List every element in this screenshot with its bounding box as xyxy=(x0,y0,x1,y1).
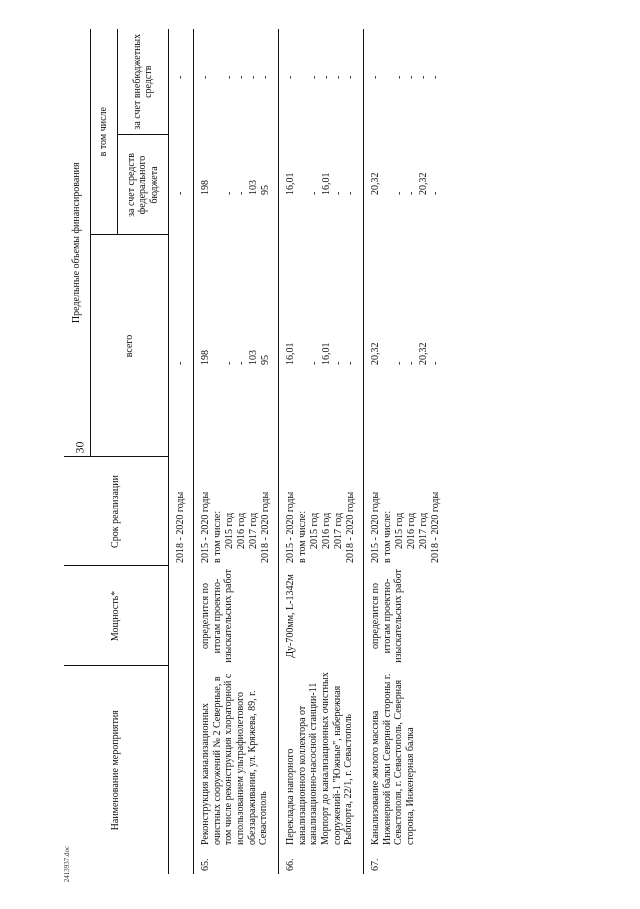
entry-term-line: 2017 год xyxy=(248,512,259,549)
table-row xyxy=(364,29,449,874)
entry-extra-line: - xyxy=(224,75,235,79)
entry-term-line: 2018 - 2020 годы xyxy=(175,491,186,563)
entry-number-text: 66. xyxy=(285,858,296,871)
entry-federal-line xyxy=(297,138,309,195)
entry-term-line: 2015 - 2020 годы xyxy=(370,491,381,563)
entry-federal-line: - xyxy=(224,191,235,195)
entry-federal-line xyxy=(212,138,224,195)
table-body xyxy=(169,29,449,874)
entry-term-line: 2015 - 2020 годы xyxy=(200,491,211,563)
entry-federal xyxy=(364,135,449,235)
entry-term-line: 2017 год xyxy=(333,512,344,549)
entry-federal-line: - xyxy=(430,191,441,195)
entry-federal-line: - xyxy=(345,191,356,195)
entry-federal-line: 198 xyxy=(200,179,211,195)
entry-extra-line xyxy=(382,32,394,79)
entry-extra-line: - xyxy=(333,75,344,79)
entry-name-text: Перекладка напорного канализационного коллектора от канализационно-насосной станции-11 Морпорт до канализационных очистных сооружений-1 "Южные", набережная Рыбпорта, 22/1, г. Севастополь xyxy=(285,672,355,845)
entry-federal-line: 20,32 xyxy=(370,172,381,195)
entry-total-line: - xyxy=(309,361,320,365)
entry-extra xyxy=(169,29,194,135)
entry-term xyxy=(194,457,279,566)
entry-number xyxy=(279,848,364,874)
entry-federal-line: 20,32 xyxy=(418,172,429,195)
entry-extra-line: - xyxy=(406,75,417,79)
entry-extra-line: - xyxy=(248,75,259,79)
header-including: в том числе xyxy=(91,29,118,235)
entry-extra-line: - xyxy=(418,75,429,79)
entry-total xyxy=(169,235,194,457)
entry-federal-line: 16,01 xyxy=(285,172,296,195)
rotated-page-content xyxy=(64,29,609,874)
entry-extra xyxy=(364,29,449,135)
footer-code: 2413937.doc xyxy=(63,845,71,883)
entry-number-text: 65. xyxy=(200,858,211,871)
entry-name xyxy=(279,666,364,848)
entry-capacity-text: Ду-700мм, L-1342м xyxy=(285,574,296,658)
entry-term-line: 2018 - 2020 годы xyxy=(260,491,271,563)
entry-total-line: 20,32 xyxy=(370,342,381,365)
header-funding: Предельные объемы финансирования xyxy=(64,29,91,457)
entry-name xyxy=(364,666,449,848)
entry-number xyxy=(169,848,194,874)
entry-term-line: в том числе: xyxy=(212,510,223,563)
entry-total-line xyxy=(382,238,394,365)
entry-total-line: - xyxy=(236,361,247,365)
entry-extra-line: - xyxy=(394,75,405,79)
entry-term-line: 2016 год xyxy=(236,512,247,549)
entry-federal-line: 95 xyxy=(260,184,271,195)
entry-capacity-text: определится по итогам проектно-изыскательских работ xyxy=(200,569,235,663)
entry-extra-line: - xyxy=(200,75,211,79)
entry-name-text: Канализование жилого массива Инженерной балки Северной стороны г. Севастополя, г. Севастополь, Северная сторона, Инженерная балка xyxy=(370,673,417,845)
entry-extra-line: - xyxy=(321,75,332,79)
entry-extra-line xyxy=(297,32,309,79)
entry-name xyxy=(194,666,279,848)
entry-capacity xyxy=(364,566,449,666)
entry-extra-line: - xyxy=(370,75,381,79)
entry-federal xyxy=(194,135,279,235)
entry-federal-line: - xyxy=(333,191,344,195)
entry-extra-line: - xyxy=(260,75,271,79)
entry-federal-line: - xyxy=(394,191,405,195)
entry-total-line: - xyxy=(345,361,356,365)
entry-extra xyxy=(194,29,279,135)
entry-term-line: 2015 год xyxy=(309,512,320,549)
entry-capacity xyxy=(169,566,194,666)
header-federal: за счет средств федерального бюджета xyxy=(118,135,169,235)
entry-total-line: - xyxy=(224,361,235,365)
header-extra: за счет внебюджетных средств xyxy=(118,29,169,135)
entry-extra-line: - xyxy=(309,75,320,79)
funding-table xyxy=(64,29,448,874)
entry-federal xyxy=(169,135,194,235)
entry-extra-line: - xyxy=(175,75,186,79)
entry-number xyxy=(194,848,279,874)
entry-total-line: 20,32 xyxy=(418,342,429,365)
entry-total-line: 198 xyxy=(200,349,211,365)
entry-term-line: 2018 - 2020 годы xyxy=(345,491,356,563)
entry-total-line: 95 xyxy=(260,354,271,365)
entry-federal-line: 103 xyxy=(248,179,259,195)
entry-number-text: 67. xyxy=(370,858,381,871)
entry-extra xyxy=(279,29,364,135)
entry-term-line: 2016 год xyxy=(321,512,332,549)
entry-total-line: 16,01 xyxy=(285,342,296,365)
entry-total xyxy=(194,235,279,457)
entry-federal-line: - xyxy=(175,191,186,195)
entry-capacity xyxy=(194,566,279,666)
entry-number xyxy=(364,848,449,874)
entry-extra-line: - xyxy=(236,75,247,79)
entry-total-line: - xyxy=(406,361,417,365)
entry-federal-line: - xyxy=(309,191,320,195)
entry-term-line: 2017 год xyxy=(418,512,429,549)
table-row xyxy=(279,29,364,874)
entry-total-line xyxy=(212,238,224,365)
header-total: всего xyxy=(91,235,169,457)
entry-name-text: Реконструкция канализационных очистных сооружений № 2 Северные, в том числе реконструкция хлораторной с использованием ультрафиолетового обеззараживания, ул. Кряжева, 89, г. Севастополь xyxy=(200,673,270,845)
entry-term-line: в том числе: xyxy=(297,510,308,563)
entry-federal xyxy=(279,135,364,235)
entry-term xyxy=(169,457,194,566)
entry-extra-line xyxy=(212,32,224,79)
entry-total-line: - xyxy=(333,361,344,365)
header-name: Наименование мероприятия xyxy=(64,666,169,874)
entry-federal-line: - xyxy=(236,191,247,195)
header-term: Срок реализации xyxy=(64,457,169,566)
entry-total-line xyxy=(297,238,309,365)
entry-total-line: - xyxy=(175,361,186,365)
entry-term-line: в том числе: xyxy=(382,510,393,563)
entry-total-line: 103 xyxy=(248,349,259,365)
entry-term xyxy=(364,457,449,566)
page-number: 30 xyxy=(72,441,87,454)
entry-term xyxy=(279,457,364,566)
entry-federal-line: 16,01 xyxy=(321,172,332,195)
entry-total-line: - xyxy=(394,361,405,365)
entry-name xyxy=(169,666,194,848)
entry-federal-line: - xyxy=(406,191,417,195)
entry-extra-line: - xyxy=(345,75,356,79)
entry-term-line: 2018 - 2020 годы xyxy=(430,491,441,563)
entry-extra-line: - xyxy=(285,75,296,79)
entry-term-line: 2016 год xyxy=(406,512,417,549)
table-row xyxy=(169,29,194,874)
entry-federal-line xyxy=(382,138,394,195)
entry-term-line: 2015 - 2020 годы xyxy=(285,491,296,563)
entry-total xyxy=(364,235,449,457)
table-row xyxy=(194,29,279,874)
entry-term-line: 2015 год xyxy=(394,512,405,549)
entry-total-line: - xyxy=(430,361,441,365)
entry-total-line: 16,01 xyxy=(321,342,332,365)
entry-term-line: 2015 год xyxy=(224,512,235,549)
entry-extra-line: - xyxy=(430,75,441,79)
header-capacity: Мощность* xyxy=(64,566,169,666)
entry-capacity xyxy=(279,566,364,666)
entry-total xyxy=(279,235,364,457)
entry-capacity-text: определится по итогам проектно-изыскательских работ xyxy=(370,569,405,663)
